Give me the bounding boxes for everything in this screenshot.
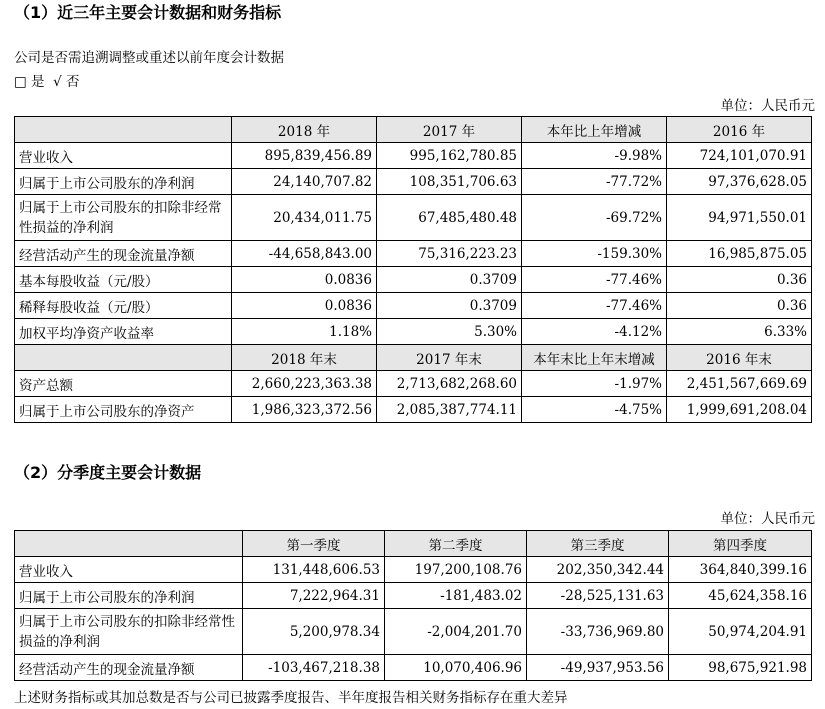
table-row — [15, 195, 812, 241]
unit-label-2: 单位：人民币元 — [720, 511, 815, 527]
cell: 50,974,204.91 — [669, 609, 812, 655]
unit-label-1: 单位：人民币元 — [720, 98, 815, 114]
header-q1: 第一季度 — [243, 531, 385, 557]
cell: -77.46% — [522, 293, 667, 319]
header-2017: 2017 年 — [377, 117, 522, 143]
cell: 1,999,691,208.04 — [667, 397, 812, 423]
row-label: 归属于上市公司股东的净资产 — [15, 397, 232, 423]
row-label: 营业收入 — [15, 143, 232, 169]
cell: 108,351,706.63 — [377, 169, 522, 195]
cell: 724,101,070.91 — [667, 143, 812, 169]
header-q2: 第二季度 — [385, 531, 527, 557]
header-blank — [15, 531, 243, 557]
row-label: 稀释每股收益（元/股） — [15, 293, 232, 319]
cell: -103,467,218.38 — [243, 655, 385, 681]
header-2018: 2018 年 — [232, 117, 377, 143]
cell: 2,713,682,268.60 — [377, 371, 522, 397]
cell: 20,434,011.75 — [232, 195, 377, 241]
row-label: 加权平均净资产收益率 — [15, 319, 232, 345]
table-subheader-row — [15, 345, 812, 371]
cell: -9.98% — [522, 143, 667, 169]
cell: 995,162,780.85 — [377, 143, 522, 169]
section2-title: （2）分季度主要会计数据 — [14, 463, 202, 482]
row-label: 归属于上市公司股东的净利润 — [15, 583, 243, 609]
table-row — [15, 371, 812, 397]
row-label: 归属于上市公司股东的扣除非经常性损益的净利润 — [15, 195, 232, 241]
cell: -49,937,953.56 — [527, 655, 669, 681]
header-2017-end: 2017 年末 — [377, 345, 522, 371]
cell: -4.12% — [522, 319, 667, 345]
row-label: 营业收入 — [15, 557, 243, 583]
table-header-row — [15, 117, 812, 143]
header-2018-end: 2018 年末 — [232, 345, 377, 371]
cell: -159.30% — [522, 241, 667, 267]
cell: 5,200,978.34 — [243, 609, 385, 655]
row-label: 基本每股收益（元/股） — [15, 267, 232, 293]
cell: 0.0836 — [232, 293, 377, 319]
table-row — [15, 241, 812, 267]
cell: 6.33% — [667, 319, 812, 345]
cell: -33,736,969.80 — [527, 609, 669, 655]
restatement-options — [14, 70, 80, 90]
cell: 5.30% — [377, 319, 522, 345]
cell: -181,483.02 — [385, 583, 527, 609]
cell: 16,985,875.05 — [667, 241, 812, 267]
row-label: 经营活动产生的现金流量净额 — [15, 655, 243, 681]
cell: -28,525,131.63 — [527, 583, 669, 609]
cell: 197,200,108.76 — [385, 557, 527, 583]
cell: 10,070,406.96 — [385, 655, 527, 681]
footnote: 上述财务指标或其加总数是否与公司已披露季度报告、半年度报告相关财务指标存在重大差异 — [14, 690, 568, 706]
cell: 202,350,342.44 — [527, 557, 669, 583]
row-label: 归属于上市公司股东的净利润 — [15, 169, 232, 195]
quarterly-data-table — [14, 530, 812, 681]
annual-data-table — [14, 116, 812, 423]
header-blank — [15, 117, 232, 143]
cell: 0.3709 — [377, 293, 522, 319]
header-change-end: 本年末比上年末增减 — [522, 345, 667, 371]
cell: 24,140,707.82 — [232, 169, 377, 195]
section1-title: （1）近三年主要会计数据和财务指标 — [14, 3, 282, 22]
cell: -77.72% — [522, 169, 667, 195]
cell: 0.0836 — [232, 267, 377, 293]
header-2016-end: 2016 年末 — [667, 345, 812, 371]
table-row — [15, 397, 812, 423]
header-change: 本年比上年增减 — [522, 117, 667, 143]
cell: 364,840,399.16 — [669, 557, 812, 583]
table-header-row — [15, 531, 812, 557]
table-row — [15, 609, 812, 655]
header-q4: 第四季度 — [669, 531, 812, 557]
table-row — [15, 319, 812, 345]
cell: -4.75% — [522, 397, 667, 423]
cell: 0.3709 — [377, 267, 522, 293]
table-row — [15, 583, 812, 609]
row-label: 归属于上市公司股东的扣除非经常性损益的净利润 — [15, 609, 243, 655]
restatement-question: 公司是否需追溯调整或重述以前年度会计数据 — [14, 50, 284, 66]
cell: 98,675,921.98 — [669, 655, 812, 681]
table-row — [15, 169, 812, 195]
cell: 895,839,456.89 — [232, 143, 377, 169]
cell: -2,004,201.70 — [385, 609, 527, 655]
cell: 2,451,567,669.69 — [667, 371, 812, 397]
cell: 45,624,358.16 — [669, 583, 812, 609]
header-q3: 第三季度 — [527, 531, 669, 557]
cell: 97,376,628.05 — [667, 169, 812, 195]
header-2016: 2016 年 — [667, 117, 812, 143]
option-no[interactable]: √ 否 — [53, 74, 80, 90]
table-row — [15, 293, 812, 319]
cell: 75,316,223.23 — [377, 241, 522, 267]
cell: 0.36 — [667, 267, 812, 293]
cell: 94,971,550.01 — [667, 195, 812, 241]
cell: 1,986,323,372.56 — [232, 397, 377, 423]
option-yes[interactable]: □ 是 — [14, 74, 45, 90]
table-row — [15, 267, 812, 293]
cell: -44,658,843.00 — [232, 241, 377, 267]
cell: 131,448,606.53 — [243, 557, 385, 583]
cell: -69.72% — [522, 195, 667, 241]
table-row — [15, 143, 812, 169]
cell: 1.18% — [232, 319, 377, 345]
cell: -1.97% — [522, 371, 667, 397]
table-row — [15, 557, 812, 583]
header-blank — [15, 345, 232, 371]
cell: 67,485,480.48 — [377, 195, 522, 241]
cell: -77.46% — [522, 267, 667, 293]
cell: 7,222,964.31 — [243, 583, 385, 609]
row-label: 资产总额 — [15, 371, 232, 397]
row-label: 经营活动产生的现金流量净额 — [15, 241, 232, 267]
cell: 0.36 — [667, 293, 812, 319]
cell: 2,085,387,774.11 — [377, 397, 522, 423]
table-row — [15, 655, 812, 681]
cell: 2,660,223,363.38 — [232, 371, 377, 397]
